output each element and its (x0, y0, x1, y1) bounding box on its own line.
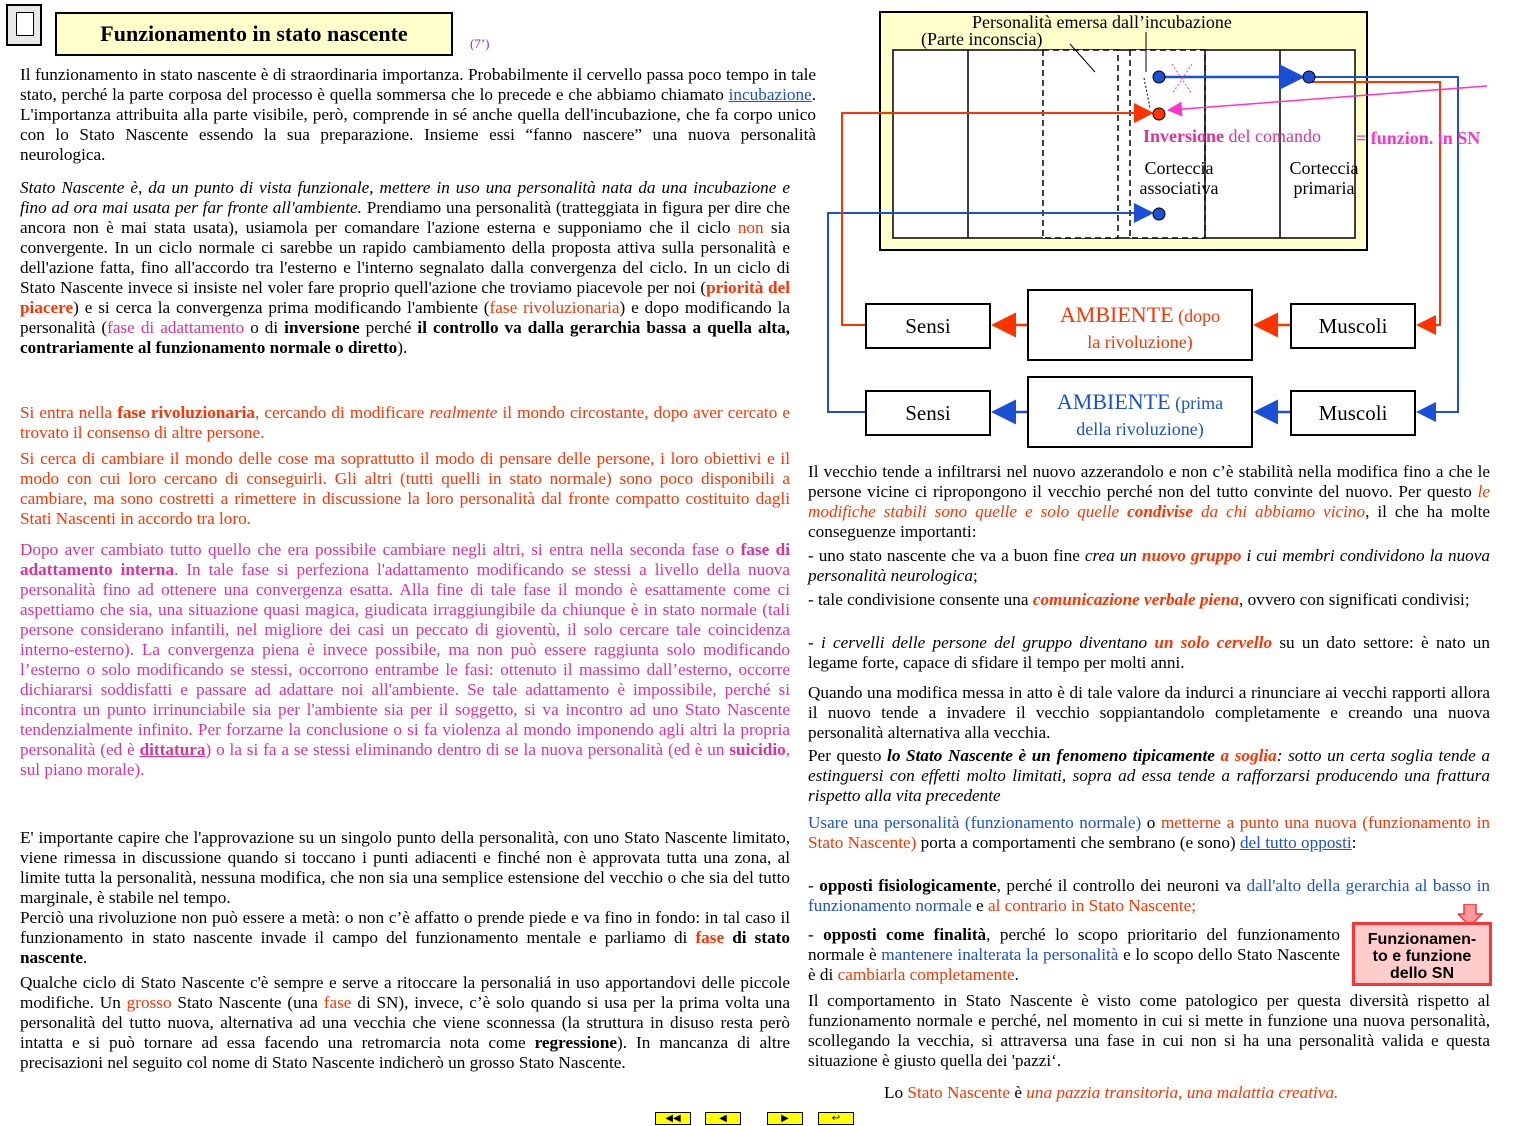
paragraph-pazzia-transitoria: Lo Stato Nascente è una pazzia transitoria, una malattia creativa. (884, 1083, 1339, 1102)
node-input-blue (1153, 208, 1165, 220)
label-corteccia-associativa: Corteccia associativa (1139, 158, 1219, 198)
label-personalita-emersa: Personalità emersa dall’incubazione (972, 12, 1232, 32)
label-parte-inconscia: (Parte inconscia) (921, 29, 1043, 49)
paragraph-approvazione: E' importante capire che l'approvazione su un singolo punto della personalità, con uno Stato Nascente limitato, viene rimessa in discussione quando si toccano i punti adiacenti e finché non è approvata tutta una zona, al limite tutta la personalità, nessuna modifica, che non sia una semplice estensione del vecchio o che sia del tutto marginale, è stabile nel tempo. (20, 828, 790, 907)
bullet-comunicazione: - tale condivisione consente una comunicazione verbale piena, ovvero con significati condivisi; (808, 590, 1470, 609)
paragraph-fase-rivoluzionaria: Si entra nella fase rivoluzionaria, cercando di modificare realmente il mondo circostante, dopo aver cercato e trovato il consenso di altre persone. (20, 403, 790, 442)
box-ambiente-prima: AMBIENTE (prima della rivoluzione) (1027, 376, 1253, 448)
bullet-nuovo-gruppo: - uno stato nascente che va a buon fine crea un nuovo gruppo i cui membri condividono la nuova personalità neurologica; (808, 546, 1491, 585)
label-funzion-sn: = funzion. in SN (1356, 128, 1481, 148)
funzionamento-sn-button[interactable]: Funzionamen- to e funzione dello SN (1352, 922, 1492, 986)
paragraph-intro: Il funzionamento in stato nascente è di straordinaria importanza. Probabilmente il cervello passa poco tempo in tale stato, perché la parte corposa del processo è quella sommersa che lo precede e che abbiamo chiamato incubazione. L'importanza attribuita alla parte visibile, però, comprende in sé anche quella dell'incubazione, che fa corpo unico con lo Stato Nascente essendo la sua preparazione. Insieme essi “fanno nascere” una nuova personalità neurologica. (20, 65, 816, 164)
dashed-personality-left (1043, 50, 1118, 238)
node-primaria-blue (1303, 71, 1315, 83)
paragraph-rivoluzione: Perciò una rivoluzione non può essere a metà: o non c’è affatto o prende piede e va fino in fondo: in tal caso il funzionamento in stato nascente invade il campo del funzionamento mentale e parliamo di fase di stato nascente. (20, 908, 790, 967)
paragraph-patologico: Il comportamento in Stato Nascente è visto come patologico per questa diversità rispetto al funzionamento normale e perché, nel momento in cui si mette in funzione una nuova personalità, scollegando la vecchia, si attraversa una fase in cui non si ha una personalità valida e questa situazione è giusto quella dei 'pazzi‘. (808, 991, 1490, 1070)
paragraph-cambiare-mondo: Si cerca di cambiare il mondo delle cose ma soprattutto il modo di pensare delle persone, i loro obiettivi e il modo con cui loro cercano di conseguirli. Gli altri (tutti quelli in stato normale) sono poco disponibili a cambiare, ma sono costretti a rimettere in discussione la loro personalità dal fronte compatto costituito dagli Stati Nascenti in accordo tra loro. (20, 449, 790, 528)
bullet-un-solo-cervello: - i cervelli delle persone del gruppo diventano un solo cervello su un dato settore: è nato un legame forte, capace di sfidare il tempo per molti anni. (808, 633, 1490, 672)
node-associativa-blue (1153, 71, 1165, 83)
page-reference[interactable]: (7’) (470, 36, 490, 51)
paragraph-fase-adattamento: Dopo aver cambiato tutto quello che era possibile cambiare negli altri, si entra nella seconda fase o fase di adattamento interna. In tale fase si perfeziona l'adattamento modificando se stessi a livello della nuova personalità fino ad ottenere una convergenza esatta. Alla fine di tale fase il mondo è esattamente come ci aspettiamo che sia, una situazione quasi magica, giudicata irraggiungibile da chiunque è in stato normale (tali persone considerano infantili, nel migliore dei casi un peccato di gioventù, il solo cercare tale coincidenza interno-esterno). La convergenza piena è invece possibile, ma non può essere raggiunta solo modificando l’esterno o solo modificando se stessi, occorrono entrambe le fasi: ottenuto il massimo dall’esterno, occorre dichiararsi soddisfatti e passare ad adattare noi all'ambiente. Se tale adattamento è impossibile, perché si incontra un punto irrinunciabile sia per l'ambiente sia per il soggetto, si va incontro ad uno Stato Nascente tendenzialmente infinito. Per forzarne la conclusione o si fa violenza al mondo imponendo agli altri la propria personalità (ed è dittatura) o la si fa a se stessi eliminando dentro di se la nuova personalità (ed è un suicidio, sul piano morale). (20, 540, 791, 779)
box-sensi-bottom: Sensi (865, 390, 991, 436)
box-sensi-top: Sensi (865, 303, 991, 349)
nav-next-button[interactable]: ▶ (767, 1112, 803, 1125)
box-muscoli-top: Muscoli (1290, 303, 1416, 349)
paragraph-stato-nascente: Stato Nascente è, da un punto di vista funzionale, mettere in uso una personalità nata da una incubazione e fino ad ora mai usata per far fronte all'ambiente. Prendiamo una personalità (tratteggiata in figura per dire che ancora non è mai stata usata), usiamola per comandare l'azione esterna e supponiamo che il ciclo non sia convergente. In un ciclo normale ci sarebbe un rapido cambiamento della proposta attiva sulla personalità e dell'azione fatta, fino all'accordo tra l'esterno e l'interno segnalato dalla convergenza del ciclo. In un ciclo di Stato Nascente invece si insiste nel voler fare proprio quell'azione che troviamo piacevole per noi (priorità del piacere) e si cerca la convergenza prima modificando l'ambiente (fase rivoluzionaria) e dopo modificando la personalità (fase di adattamento o di inversione perché il controllo va dalla gerarchia bassa a quella alta, contrariamente al funzionamento normale o diretto). (20, 178, 791, 357)
nav-return-button[interactable]: ↩ (818, 1112, 854, 1125)
box-muscoli-bottom: Muscoli (1290, 390, 1416, 436)
opposti-link[interactable]: del tutto opposti (1239, 833, 1352, 852)
label-corteccia-primaria: Corteccia primaria (1289, 158, 1359, 198)
incubazione-link[interactable]: incubazione (728, 85, 812, 104)
box-ambiente-dopo: AMBIENTE (dopo la rivoluzione) (1027, 289, 1253, 361)
nav-first-button[interactable]: ◀◀ (655, 1112, 691, 1125)
paragraph-grosso-stato: Qualche ciclo di Stato Nascente c'è sempre e serve a ritoccare la personaliá in uso apportandovi delle piccole modifiche. Un grosso Stato Nascente (una fase di SN), invece, c’è solo quando si usa per la prima volta una personalità del tutto nuova, alternativa ad una vecchia che viene sconnessa (la struttura in disuso resta però intatta e si può tornare ad essa facendo una retromarcia nota come regressione). In mancanza di altre precisazioni nel seguito col nome di Stato Nascente indicherò un grosso Stato Nascente. (20, 973, 790, 1072)
page-title: Funzionamento in stato nascente (55, 12, 453, 56)
paragraph-modifica-valore: Quando una modifica messa in atto è di tale valore da indurci a rinunciare ai vecchi rapporti allora il nuovo tende a invadere il vecchio soppiantandolo completamente e creando una nuova personalità alternativa alla vecchia. (808, 683, 1490, 742)
paragraph-usare-personalita: Usare una personalità (funzionamento normale) o metterne a punto una nuova (funzionamento in Stato Nascente) porta a comportamenti che sembrano (e sono) del tutto opposti: (808, 813, 1491, 852)
nav-prev-button[interactable]: ◀ (705, 1112, 741, 1125)
paragraph-soglia: Per questo lo Stato Nascente è un fenomeno tipicamente a soglia: sotto un certa soglia tende a estinguersi con effetti molto limitati, sopra ad essa tende a rafforzarsi producendo una frattura rispetto alla vita precedente (808, 746, 1490, 805)
paragraph-vecchio-nuovo: Il vecchio tende a infiltrarsi nel nuovo azzerandolo e non c’è stabilità nella modifica fino a che le persone vicine ci ripropongono il vecchio perché non del tutto convinte del nuovo. Per questo le modifiche stabili sono quelle e solo quelle condivise da chi abbiamo vicino, il che ha molte conseguenze importanti: (808, 462, 1490, 541)
label-inversione: Inversione del comando (1143, 126, 1321, 146)
paragraph-opposti-fisiologicamente: - opposti fisiologicamente, perché il controllo dei neuroni va dall'alto della gerarchia al basso in funzionamento normale e al contrario in Stato Nascente; (808, 876, 1490, 915)
node-associativa-red (1153, 108, 1165, 120)
paragraph-opposti-finalita: - opposti come finalità, perché lo scopo prioritario del funzionamento normale è mantenere inalterata la personalità e lo scopo dello Stato Nascente è di cambiarla completamente. (808, 925, 1341, 984)
